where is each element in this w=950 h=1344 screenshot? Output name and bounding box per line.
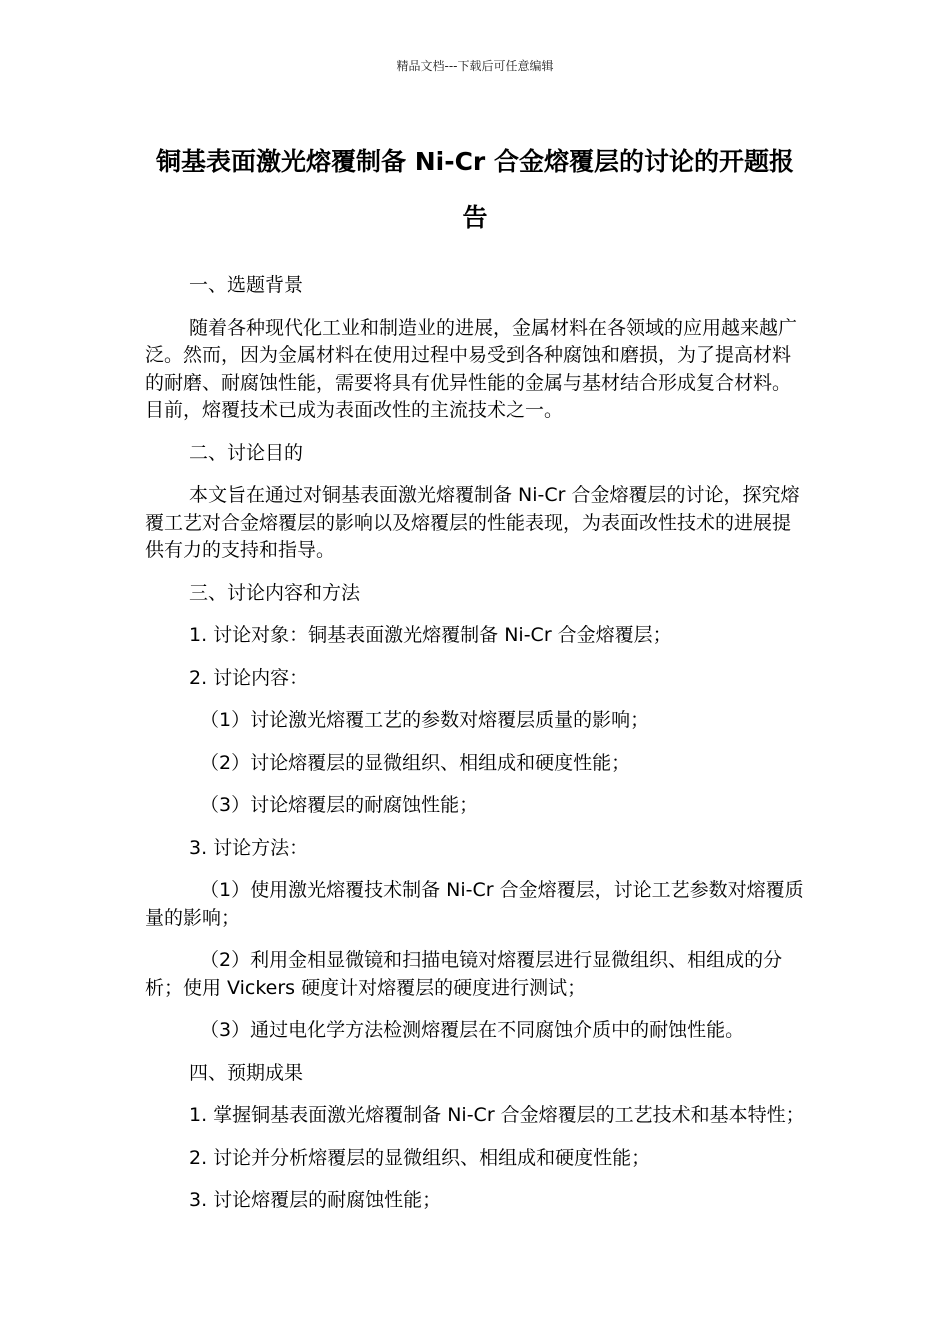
document-title: 铜基表面激光熔覆制备 Ni-Cr 合金熔覆层的讨论的开题报告 [156, 147, 794, 232]
header-note: 精品文档---下载后可任意编辑 [396, 59, 554, 73]
list-item: 3. 讨论方法： [189, 836, 309, 859]
sub-list-item: （3）通过电化学方法检测熔覆层在不同腐蚀介质中的耐蚀性能。 [200, 1019, 745, 1041]
list-item: 2. 讨论内容： [189, 666, 309, 689]
sub-list-item: （1）使用激光熔覆技术制备 Ni-Cr 合金熔覆层，讨论工艺参数对熔覆质量的影响； [145, 879, 804, 929]
paragraph-purpose: 本文旨在通过对铜基表面激光熔覆制备 Ni-Cr 合金熔覆层的讨论，探究熔覆工艺对合金熔覆层的影响以及熔覆层的性能表现，为表面改性技术的进展提供有力的支持和指导。 [145, 484, 800, 561]
list-item: 3. 讨论熔覆层的耐腐蚀性能； [189, 1189, 442, 1211]
section-heading-content-methods: 三、讨论内容和方法 [189, 581, 361, 604]
sub-list-item: （2）讨论熔覆层的显微组织、相组成和硬度性能； [200, 751, 631, 774]
sub-list-item: （1）讨论激光熔覆工艺的参数对熔覆层质量的影响； [200, 709, 650, 731]
section-heading-purpose: 二、讨论目的 [189, 441, 304, 464]
sub-list-item: （2）利用金相显微镜和扫描电镜对熔覆层进行显微组织、相组成的分析；使用 Vickers 硬度计对熔覆层的硬度进行测试； [145, 949, 783, 999]
document-body [145, 272, 807, 1230]
section-heading-expected-results: 四、预期成果 [189, 1061, 304, 1084]
paragraph-background: 随着各种现代化工业和制造业的进展，金属材料在各领域的应用越来越广泛。然而，因为金属材料在使用过程中易受到各种腐蚀和磨损，为了提高材料的耐磨、耐腐蚀性能，需要将具有优异性能的金属与基材结合形成复合材料。目前，熔覆技术已成为表面改性的主流技术之一。 [145, 316, 798, 421]
list-item: 2. 讨论并分析熔覆层的显微组织、相组成和硬度性能； [189, 1146, 651, 1169]
list-item: 1. 讨论对象：铜基表面激光熔覆制备 Ni-Cr 合金熔覆层； [189, 624, 672, 646]
sub-list-item: （3）讨论熔覆层的耐腐蚀性能； [200, 794, 479, 816]
list-item: 1. 掌握铜基表面激光熔覆制备 Ni-Cr 合金熔覆层的工艺技术和基本特性； [189, 1104, 805, 1126]
section-heading-background: 一、选题背景 [189, 274, 304, 296]
